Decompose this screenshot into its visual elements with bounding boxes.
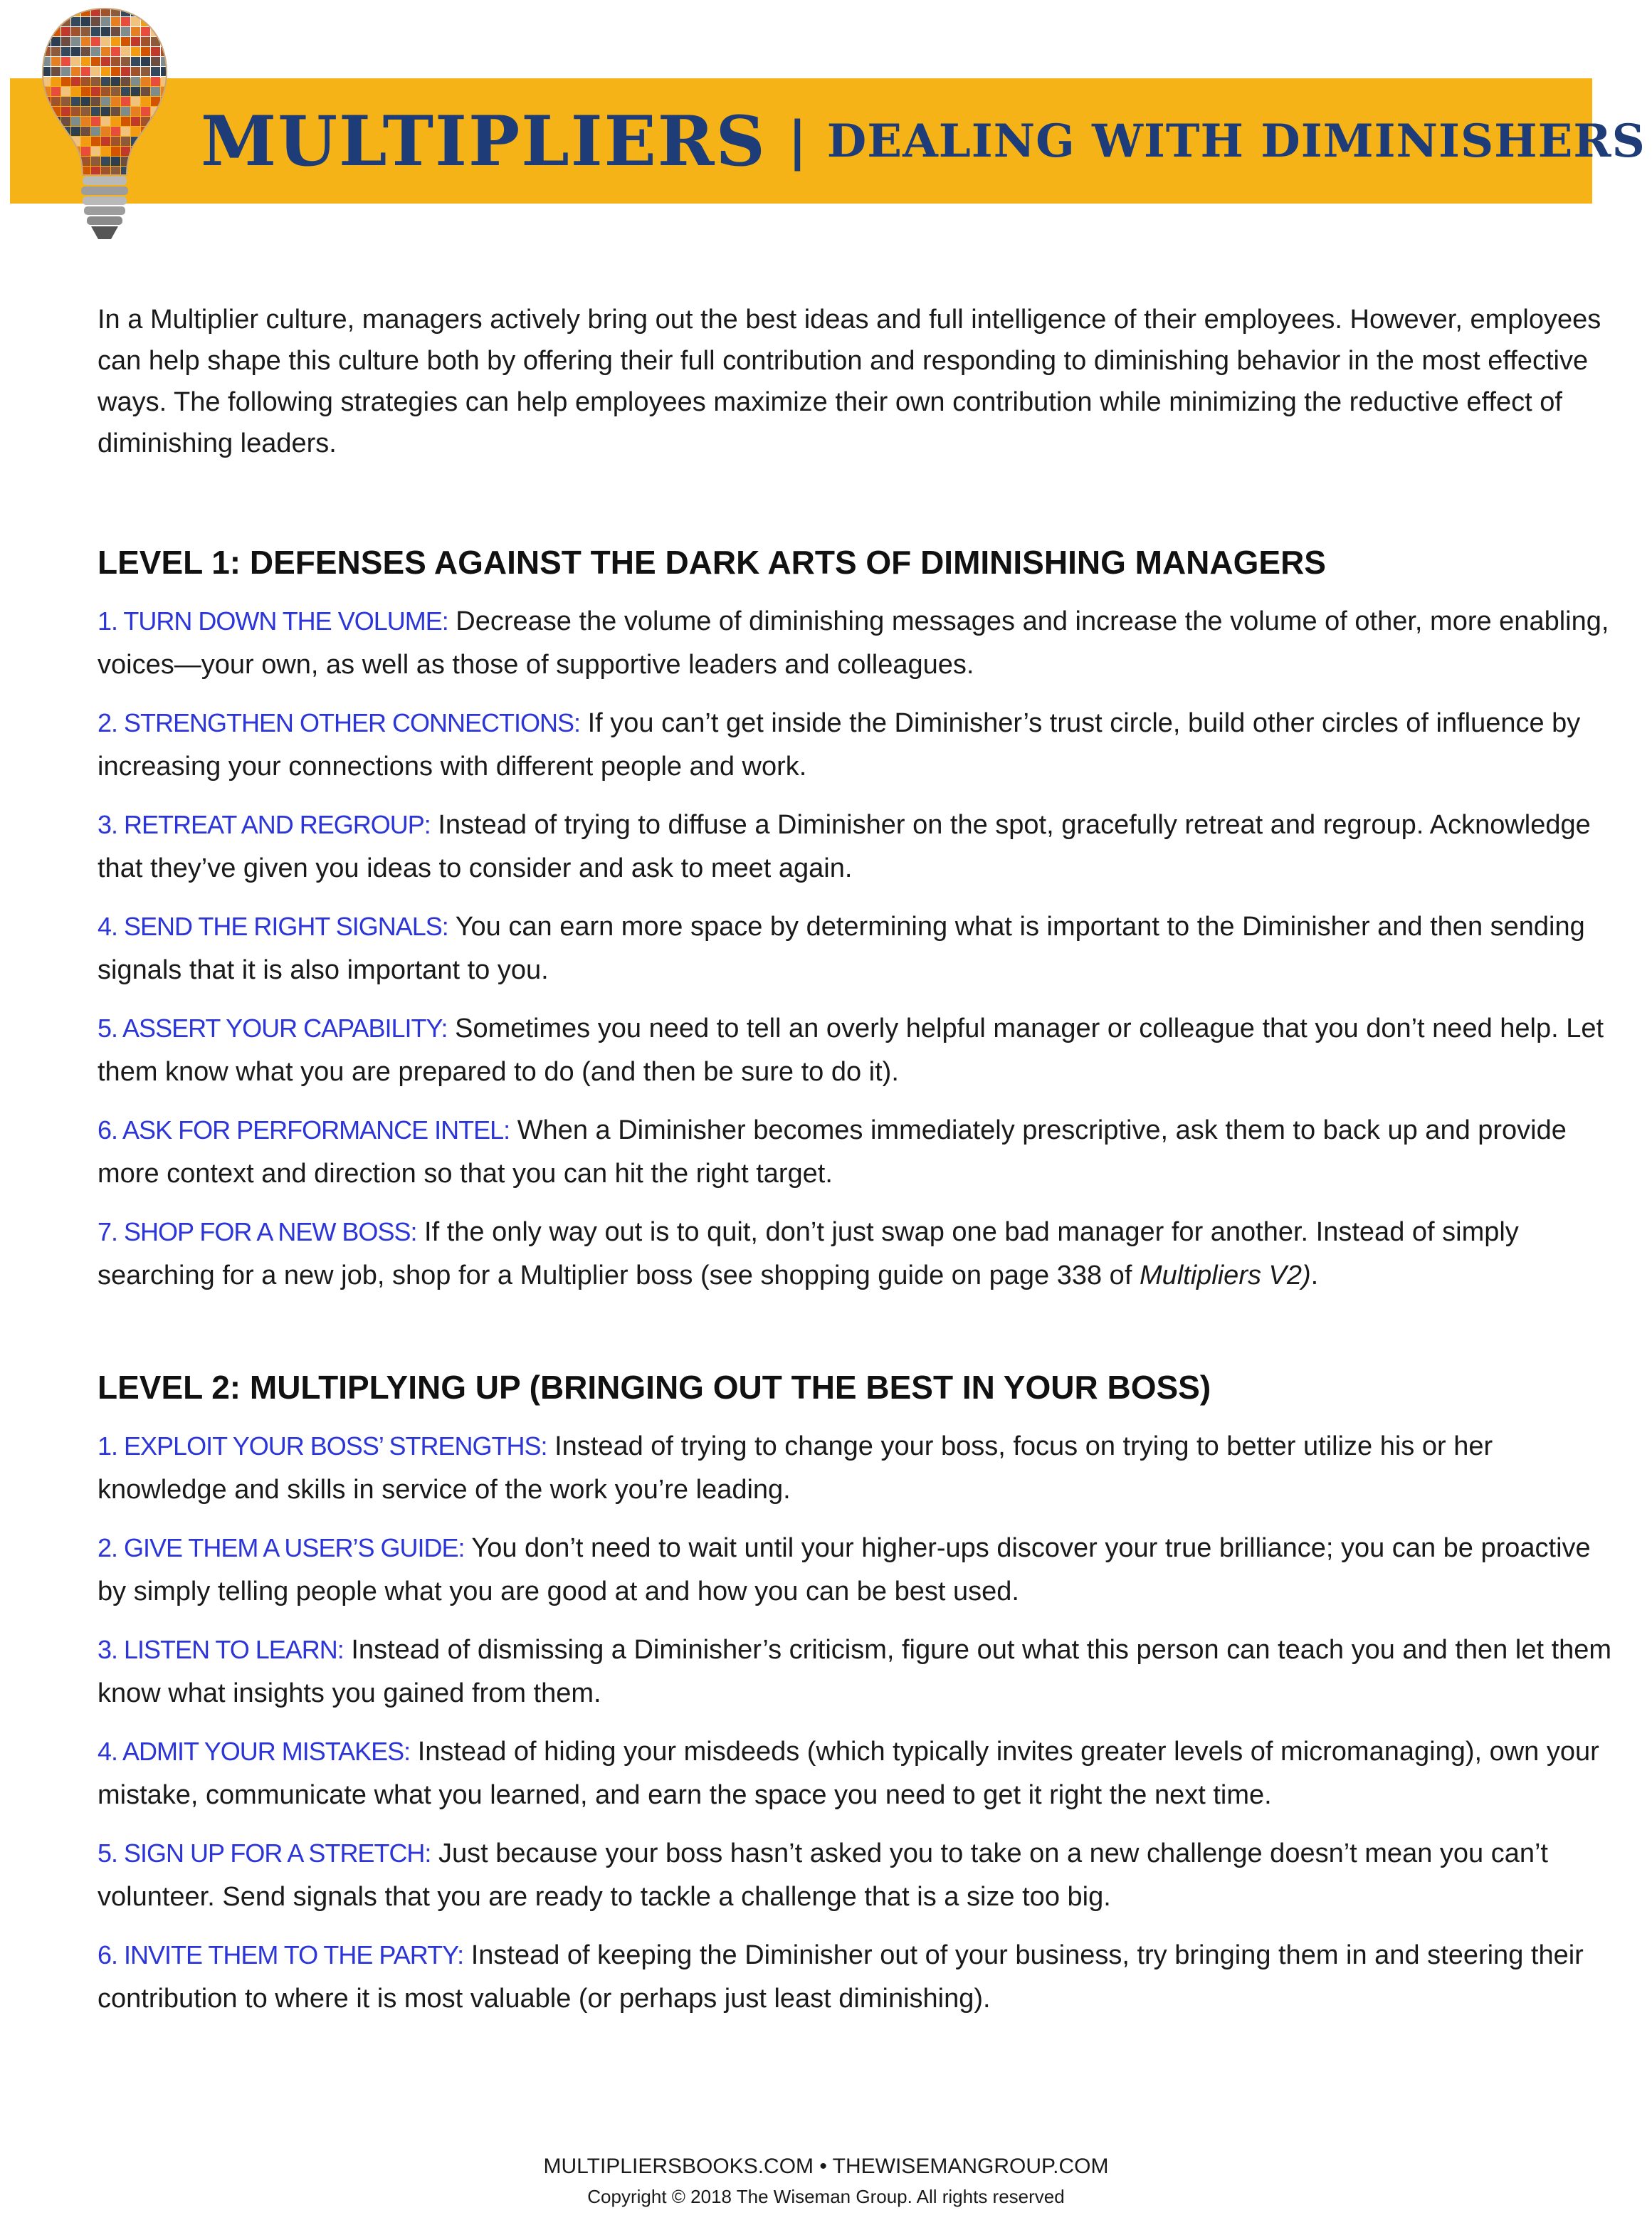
mosaic-tile [131, 117, 140, 126]
mosaic-tile [161, 7, 170, 16]
mosaic-tile [101, 157, 110, 166]
mosaic-tile [131, 17, 140, 26]
level1-item-label: 7. SHOP FOR A NEW BOSS: [98, 1217, 417, 1246]
level1-item-text: If the only way out is to quit, don’t just swap one bad manager for another. Instead of simply searching for a new job, shop for a Multiplier boss (see shopping guide on page 338 of [98, 1217, 1519, 1290]
mosaic-tile [121, 107, 130, 116]
level1-item-text: You can earn more space by determining what is important to the Diminisher and then sending signals that it is also important to you. [98, 912, 1585, 985]
mosaic-tile [111, 137, 120, 146]
mosaic-tile [151, 57, 160, 66]
mosaic-tile [111, 67, 120, 76]
title-main: MULTIPLIERS [201, 100, 767, 182]
mosaic-tile [161, 27, 170, 36]
mosaic-tile [81, 37, 90, 46]
mosaic-tile [41, 17, 51, 26]
mosaic-tile [141, 167, 150, 176]
mosaic-tile [121, 87, 130, 96]
mosaic-tile [121, 27, 130, 36]
mosaic-tile [71, 107, 80, 116]
mosaic-tile [161, 177, 170, 186]
level1-item-label: 4. SEND THE RIGHT SIGNALS: [98, 912, 448, 941]
mosaic-tile [61, 47, 70, 56]
mosaic-tile [61, 107, 70, 116]
mosaic-tile [111, 77, 120, 86]
mosaic-tile [61, 87, 70, 96]
mosaic-tile [81, 67, 90, 76]
mosaic-tile [61, 7, 70, 16]
mosaic-tile [51, 77, 60, 86]
mosaic-tile [101, 97, 110, 106]
mosaic-tile [131, 87, 140, 96]
mosaic-tile [51, 17, 60, 26]
mosaic-tile [151, 17, 160, 26]
mosaic-tile [111, 157, 120, 166]
mosaic-tile [151, 77, 160, 86]
mosaic-tile [61, 147, 70, 156]
mosaic-tile [71, 37, 80, 46]
mosaic-tile [141, 57, 150, 66]
level2-item-label: 4. ADMIT YOUR MISTAKES: [98, 1737, 411, 1766]
mosaic-tile [51, 47, 60, 56]
mosaic-tile [141, 157, 150, 166]
mosaic-tile [81, 17, 90, 26]
mosaic-tile [141, 137, 150, 146]
mosaic-tile [41, 107, 51, 116]
footer-copyright: Copyright © 2018 The Wiseman Group. All rights reserved [587, 2186, 1065, 2207]
mosaic-tile [121, 117, 130, 126]
level1-item-text: When a Diminisher becomes immediately prescriptive, ask them to back up and provide more context and direction so that you can hit the right target. [98, 1115, 1567, 1189]
mosaic-tile [41, 147, 51, 156]
mosaic-tile [41, 117, 51, 126]
mosaic-tile [151, 167, 160, 176]
mosaic-tile [161, 17, 170, 26]
mosaic-tile [81, 47, 90, 56]
mosaic-tile [81, 27, 90, 36]
level2-item-4 [98, 1730, 1621, 1817]
mosaic-tile [51, 177, 60, 186]
mosaic-tile [71, 117, 80, 126]
mosaic-tile [91, 107, 100, 116]
mosaic-tile [121, 37, 130, 46]
mosaic-tile [141, 67, 150, 76]
mosaic-tile [131, 167, 140, 176]
book-title: Multipliers V2) [1139, 1261, 1311, 1290]
mosaic-tile [51, 147, 60, 156]
mosaic-tile [101, 27, 110, 36]
mosaic-tile [71, 127, 80, 136]
level2-item-text: Instead of dismissing a Diminisher’s criticism, figure out what this person can teach you and then let them know what insights you gained from them. [98, 1635, 1612, 1708]
mosaic-tile [91, 147, 100, 156]
lightbulb-mosaic-icon [37, 3, 172, 245]
mosaic-tile [141, 147, 150, 156]
mosaic-tile [141, 37, 150, 46]
mosaic-tile [91, 37, 100, 46]
mosaic-tile [61, 57, 70, 66]
mosaic-tile [161, 127, 170, 136]
mosaic-tile [71, 157, 80, 166]
footer-websites: MULTIPLIERSBOOKS.COM • THEWISEMANGROUP.COM [543, 2155, 1109, 2178]
mosaic-tile [41, 137, 51, 146]
level2-item-text: Instead of keeping the Diminisher out of your business, try bringing them in and steering their contribution to where it is most valuable (or perhaps just least diminishing). [98, 1940, 1584, 2014]
mosaic-tile [81, 87, 90, 96]
mosaic-tile [111, 27, 120, 36]
mosaic-tile [131, 97, 140, 106]
mosaic-tile [41, 127, 51, 136]
mosaic-tile [121, 47, 130, 56]
mosaic-tile [41, 7, 51, 16]
mosaic-tile [131, 37, 140, 46]
mosaic-tile [61, 167, 70, 176]
mosaic-tile [151, 147, 160, 156]
document-body [98, 299, 1621, 2035]
mosaic-tile [121, 127, 130, 136]
mosaic-tile [151, 67, 160, 76]
level2-item-2 [98, 1526, 1621, 1614]
mosaic-tile [91, 117, 100, 126]
mosaic-tile [101, 77, 110, 86]
mosaic-tile [91, 67, 100, 76]
mosaic-tile [131, 177, 140, 186]
mosaic-tile [81, 57, 90, 66]
mosaic-tile [61, 37, 70, 46]
sentence-end: . [1310, 1261, 1319, 1290]
mosaic-tile [51, 87, 60, 96]
mosaic-tile [91, 87, 100, 96]
mosaic-tile [81, 117, 90, 126]
level2-item-3 [98, 1628, 1621, 1715]
mosaic-tile [161, 117, 170, 126]
mosaic-tile [101, 87, 110, 96]
mosaic-tile [141, 7, 150, 16]
mosaic-tile [111, 37, 120, 46]
mosaic-tile [71, 47, 80, 56]
mosaic-tile [101, 67, 110, 76]
level1-item-2 [98, 701, 1621, 789]
mosaic-tile [71, 77, 80, 86]
mosaic-tile [71, 27, 80, 36]
title-subtitle: DEALING WITH DIMINISHERS [826, 114, 1646, 168]
mosaic-tile [161, 157, 170, 166]
mosaic-tile [51, 57, 60, 66]
mosaic-tile [131, 107, 140, 116]
mosaic-tile [61, 67, 70, 76]
mosaic-tile [121, 57, 130, 66]
mosaic-tile [151, 127, 160, 136]
mosaic-tile [71, 87, 80, 96]
mosaic-tile [91, 157, 100, 166]
mosaic-tile [121, 147, 130, 156]
level2-item-1 [98, 1424, 1621, 1512]
mosaic-tile [71, 67, 80, 76]
document-title [201, 78, 1646, 204]
level2-item-text: Instead of hiding your misdeeds (which typically invites greater levels of micromanaging), own your mistake, communicate what you learned, and earn the space you need to get it right the next time. [98, 1737, 1599, 1810]
mosaic-tile [91, 127, 100, 136]
mosaic-tile [121, 97, 130, 106]
mosaic-tile [81, 147, 90, 156]
mosaic-tile [41, 177, 51, 186]
mosaic-tile [151, 7, 160, 16]
mosaic-tile [121, 137, 130, 146]
mosaic-tile [161, 147, 170, 156]
mosaic-tile [111, 57, 120, 66]
level1-item-label: 1. TURN DOWN THE VOLUME: [98, 606, 448, 636]
level1-item-6 [98, 1108, 1621, 1196]
mosaic-tile [51, 7, 60, 16]
title-separator: | [787, 110, 807, 172]
mosaic-tile [51, 67, 60, 76]
mosaic-tile [131, 27, 140, 36]
mosaic-tile [131, 127, 140, 136]
mosaic-tile [71, 177, 80, 186]
mosaic-tile [101, 17, 110, 26]
mosaic-tile [61, 157, 70, 166]
mosaic-tile [151, 47, 160, 56]
level2-item-label: 2. GIVE THEM A USER’S GUIDE: [98, 1533, 465, 1562]
level2-item-label: 6. INVITE THEM TO THE PARTY: [98, 1940, 464, 1969]
mosaic-tile [101, 117, 110, 126]
mosaic-tile [141, 87, 150, 96]
mosaic-tile [151, 87, 160, 96]
level1-item-text: Sometimes you need to tell an overly helpful manager or colleague that you don’t need help. Let them know what you are prepared to do (and then be sure to do it). [98, 1014, 1604, 1087]
mosaic-tile [131, 77, 140, 86]
mosaic-tile [131, 47, 140, 56]
mosaic-tile [151, 137, 160, 146]
mosaic-tile [91, 137, 100, 146]
mosaic-tile [141, 77, 150, 86]
mosaic-tile [41, 157, 51, 166]
mosaic-tile [111, 127, 120, 136]
mosaic-tile [61, 137, 70, 146]
level2-item-5 [98, 1831, 1621, 1919]
mosaic-tile [121, 17, 130, 26]
mosaic-tile [81, 97, 90, 106]
mosaic-tile [101, 47, 110, 56]
mosaic-tile [61, 27, 70, 36]
mosaic-tile [161, 167, 170, 176]
level1-item-label: 5. ASSERT YOUR CAPABILITY: [98, 1014, 448, 1043]
level1-heading: LEVEL 1: DEFENSES AGAINST THE DARK ARTS OF DIMINISHING MANAGERS [98, 544, 1326, 581]
mosaic-tile [71, 97, 80, 106]
mosaic-tile [91, 27, 100, 36]
mosaic-tile [111, 147, 120, 156]
mosaic-tile [71, 17, 80, 26]
mosaic-tile [91, 77, 100, 86]
mosaic-tile [51, 37, 60, 46]
level1-item-label: 2. STRENGTHEN OTHER CONNECTIONS: [98, 708, 581, 737]
level2-heading: LEVEL 2: MULTIPLYING UP (BRINGING OUT THE BEST IN YOUR BOSS) [98, 1369, 1211, 1406]
mosaic-tile [111, 17, 120, 26]
mosaic-tile [111, 87, 120, 96]
level2-item-text: You don’t need to wait until your higher-ups discover your true brilliance; you can be proactive by simply telling people what you are good at and how you can be best used. [98, 1533, 1591, 1606]
mosaic-tile [61, 97, 70, 106]
mosaic-tile [141, 27, 150, 36]
level2-item-text: Instead of trying to change your boss, focus on trying to better utilize his or her knowledge and skills in service of the work you’re leading. [98, 1431, 1493, 1505]
mosaic-tile [51, 127, 60, 136]
mosaic-tile [91, 97, 100, 106]
mosaic-tile [101, 57, 110, 66]
mosaic-tile [41, 167, 51, 176]
mosaic-tile [101, 147, 110, 156]
mosaic-tile [61, 177, 70, 186]
mosaic-tile [61, 77, 70, 86]
intro-paragraph: In a Multiplier culture, managers actively bring out the best ideas and full intelligence of their employees. However, employees can help shape this culture both by offering their full contribution and responding to diminishing behavior in the most effective ways. The following strategies can help employees maximize their own contribution while minimizing the reductive effect of diminishing leaders. [98, 305, 1601, 458]
mosaic-tile [161, 107, 170, 116]
level1-item-3 [98, 803, 1621, 890]
level1-item-5 [98, 1006, 1621, 1094]
mosaic-tile [111, 47, 120, 56]
mosaic-tile [121, 67, 130, 76]
mosaic-tile [51, 97, 60, 106]
mosaic-tile [91, 17, 100, 26]
mosaic-tile [101, 137, 110, 146]
mosaic-tile [81, 77, 90, 86]
mosaic-tile [141, 107, 150, 116]
mosaic-tile [111, 117, 120, 126]
mosaic-tile [51, 137, 60, 146]
mosaic-tile [121, 77, 130, 86]
level2-item-label: 3. LISTEN TO LEARN: [98, 1635, 344, 1664]
mosaic-tile [141, 97, 150, 106]
mosaic-tile [51, 167, 60, 176]
mosaic-tile [161, 137, 170, 146]
level1-item-text: Instead of trying to diffuse a Diminisher on the spot, gracefully retreat and regroup. Acknowledge that they’ve given you ideas to consider and ask to meet again. [98, 810, 1591, 883]
level1-item-1 [98, 599, 1621, 687]
mosaic-tile [141, 177, 150, 186]
mosaic-tile [51, 157, 60, 166]
mosaic-tile [151, 177, 160, 186]
mosaic-tile [91, 57, 100, 66]
mosaic-tile [81, 107, 90, 116]
mosaic-tile [111, 97, 120, 106]
mosaic-tile [71, 167, 80, 176]
mosaic-tile [151, 157, 160, 166]
level2-item-text: Just because your boss hasn’t asked you to take on a new challenge doesn’t mean you can’t volunteer. Send signals that you are ready to tackle a challenge that is a size too big. [98, 1839, 1548, 1912]
mosaic-tile [131, 67, 140, 76]
level1-item-label: 6. ASK FOR PERFORMANCE INTEL: [98, 1115, 510, 1145]
level2-item-label: 5. SIGN UP FOR A STRETCH: [98, 1839, 431, 1868]
mosaic-tile [81, 127, 90, 136]
level1-item-text: If you can’t get inside the Diminisher’s trust circle, build other circles of influence by increasing your connections with different people and work. [98, 708, 1581, 782]
level1-item-text: Decrease the volume of diminishing messages and increase the volume of other, more enabling, voices—your own, as well as those of supportive leaders and colleagues. [98, 606, 1609, 680]
page-footer [0, 2151, 1652, 2211]
mosaic-tile [81, 137, 90, 146]
mosaic-tile [101, 37, 110, 46]
mosaic-tile [131, 157, 140, 166]
level1-item-label: 3. RETREAT AND REGROUP: [98, 810, 431, 839]
mosaic-tile [91, 47, 100, 56]
mosaic-tile [111, 107, 120, 116]
mosaic-tile [101, 127, 110, 136]
level2-item-label: 1. EXPLOIT YOUR BOSS’ STRENGTHS: [98, 1431, 547, 1461]
mosaic-tile [161, 67, 170, 76]
level2-item-6 [98, 1933, 1621, 2021]
mosaic-tile [101, 107, 110, 116]
mosaic-tile [141, 47, 150, 56]
mosaic-tile [41, 27, 51, 36]
mosaic-tile [71, 57, 80, 66]
level1-item-7 [98, 1210, 1621, 1298]
mosaic-tile [131, 57, 140, 66]
level1-item-4 [98, 905, 1621, 992]
